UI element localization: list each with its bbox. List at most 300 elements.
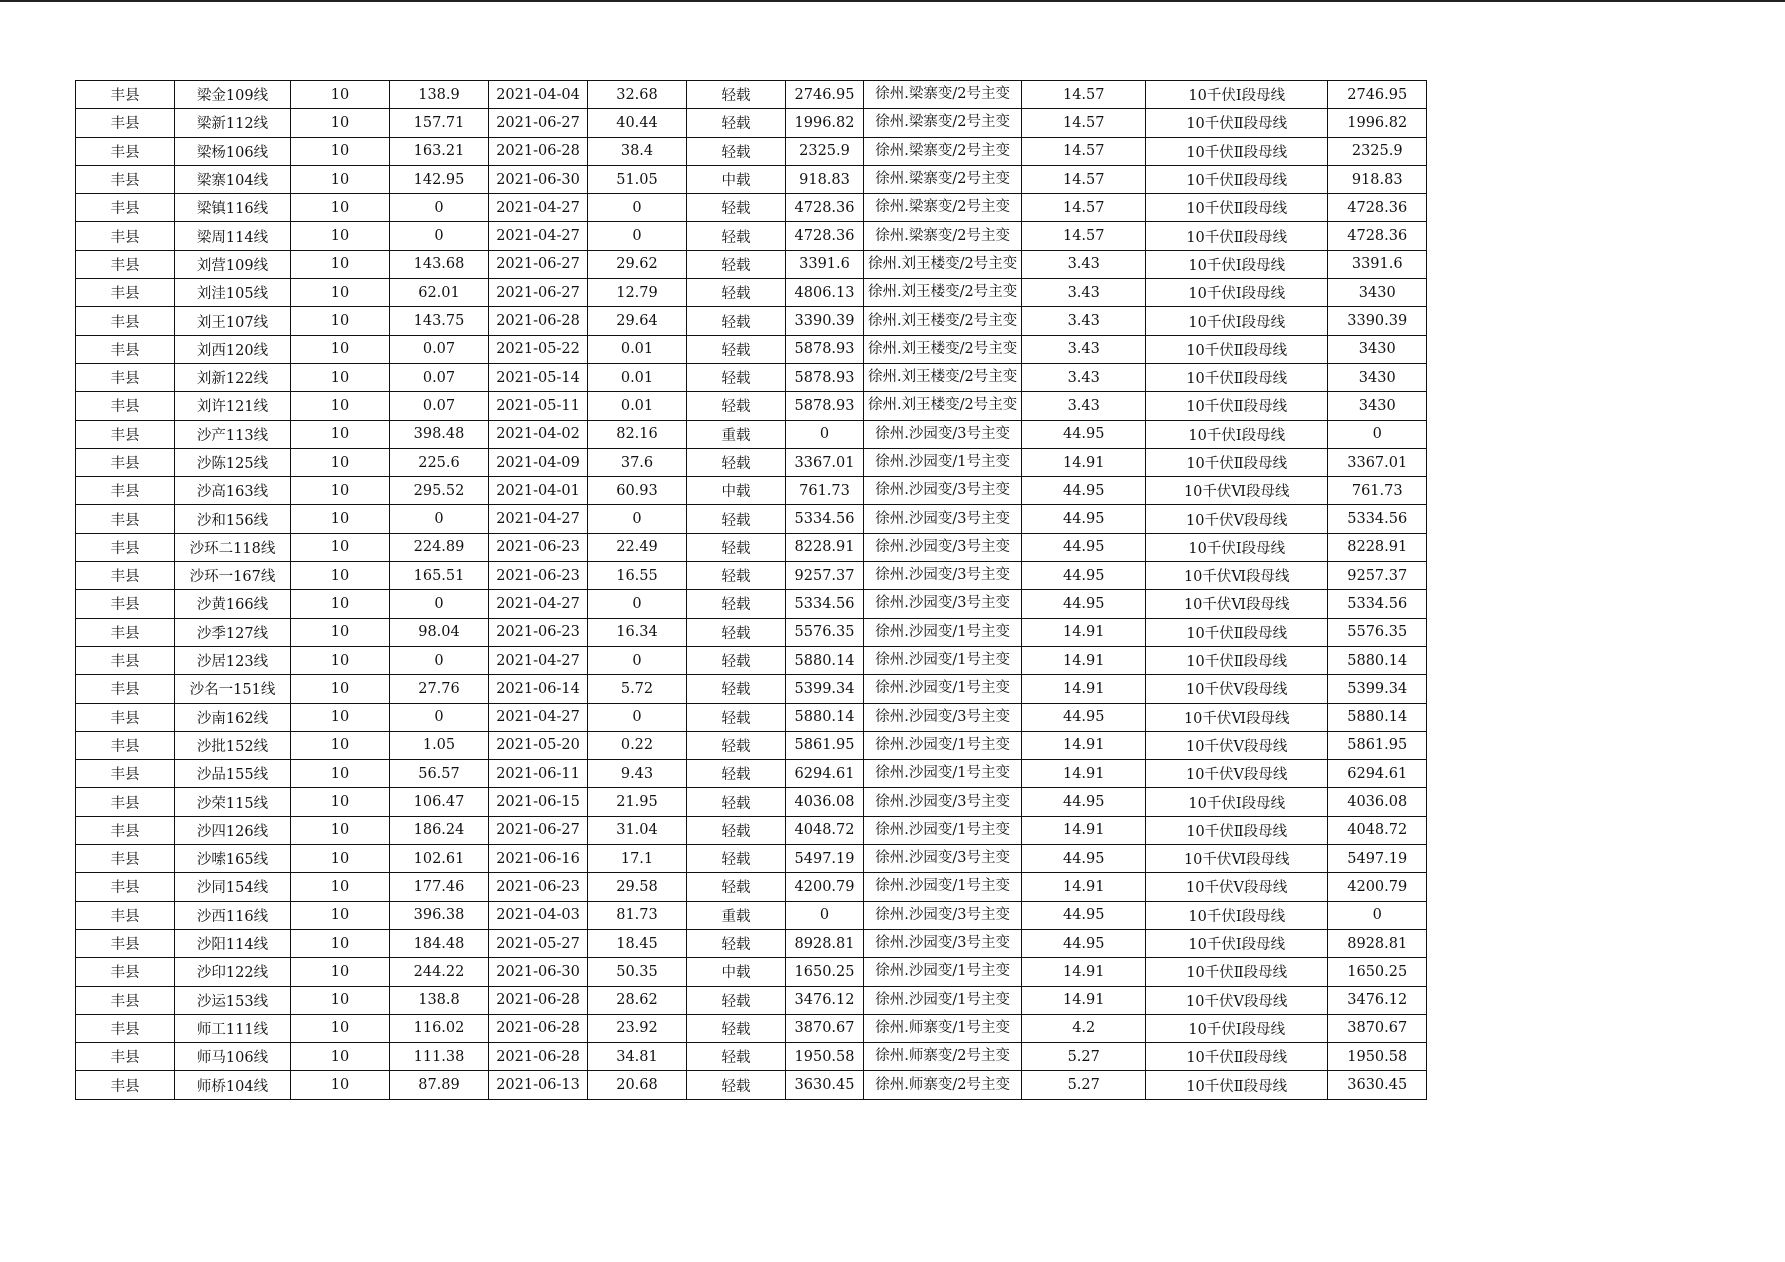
voltage-cell: 10 — [291, 279, 390, 307]
substation-cell — [864, 703, 1022, 731]
load-status-cell: 轻载 — [687, 816, 786, 844]
voltage-cell: 10 — [291, 81, 390, 109]
transformer-rate-cell: 44.95 — [1022, 845, 1146, 873]
current-cell: 163.21 — [390, 137, 489, 165]
substation-text: 徐州.沙园变/1号主变 — [875, 765, 1010, 782]
available-capacity-cell: 5497.19 — [1328, 845, 1427, 873]
line-name-cell: 沙同154线 — [175, 873, 291, 901]
available-capacity-cell: 5334.56 — [1328, 590, 1427, 618]
available-capacity-cell: 3476.12 — [1328, 986, 1427, 1014]
transformer-rate-cell: 3.43 — [1022, 392, 1146, 420]
available-capacity-cell: 2746.95 — [1328, 81, 1427, 109]
date-cell: 2021-04-09 — [489, 448, 588, 476]
county-cell: 丰县 — [76, 675, 175, 703]
transformer-rate-cell: 14.91 — [1022, 448, 1146, 476]
capacity-cell: 5334.56 — [786, 505, 864, 533]
voltage-cell: 10 — [291, 165, 390, 193]
line-name-cell: 沙运153线 — [175, 986, 291, 1014]
bus-section-cell: 10千伏Ⅴ段母线 — [1146, 873, 1328, 901]
available-capacity-cell: 8228.91 — [1328, 533, 1427, 561]
bus-section-cell: 10千伏Ⅰ段母线 — [1146, 250, 1328, 278]
county-cell: 丰县 — [76, 307, 175, 335]
current-cell: 102.61 — [390, 845, 489, 873]
substation-text: 徐州.沙园变/3号主变 — [875, 793, 1010, 810]
substation-text: 徐州.梁寨变/2号主变 — [875, 199, 1010, 216]
voltage-cell: 10 — [291, 986, 390, 1014]
county-cell: 丰县 — [76, 590, 175, 618]
table-row — [76, 1043, 1427, 1071]
county-cell: 丰县 — [76, 1043, 175, 1071]
current-cell: 0.07 — [390, 363, 489, 391]
available-capacity-cell: 5334.56 — [1328, 505, 1427, 533]
load-status-cell: 轻载 — [687, 448, 786, 476]
line-name-cell: 梁新112线 — [175, 109, 291, 137]
available-capacity-cell: 3430 — [1328, 279, 1427, 307]
county-cell: 丰县 — [76, 703, 175, 731]
bus-section-cell: 10千伏Ⅱ段母线 — [1146, 363, 1328, 391]
available-capacity-cell: 8928.81 — [1328, 929, 1427, 957]
line-name-cell: 沙和156线 — [175, 505, 291, 533]
load-rate-cell: 23.92 — [588, 1014, 687, 1042]
bus-section-cell: 10千伏Ⅱ段母线 — [1146, 448, 1328, 476]
date-cell: 2021-06-14 — [489, 675, 588, 703]
date-cell: 2021-05-14 — [489, 363, 588, 391]
transformer-rate-cell: 44.95 — [1022, 562, 1146, 590]
capacity-cell: 2325.9 — [786, 137, 864, 165]
capacity-cell: 1650.25 — [786, 958, 864, 986]
capacity-cell: 1996.82 — [786, 109, 864, 137]
load-rate-cell: 17.1 — [588, 845, 687, 873]
date-cell: 2021-06-23 — [489, 533, 588, 561]
capacity-cell: 3390.39 — [786, 307, 864, 335]
substation-text: 徐州.师寨变/2号主变 — [875, 1048, 1010, 1065]
county-cell: 丰县 — [76, 760, 175, 788]
line-name-cell: 刘西120线 — [175, 335, 291, 363]
available-capacity-cell: 4048.72 — [1328, 816, 1427, 844]
substation-text: 徐州.沙园变/1号主变 — [875, 623, 1010, 640]
load-status-cell: 重载 — [687, 901, 786, 929]
transformer-rate-cell: 3.43 — [1022, 250, 1146, 278]
available-capacity-cell: 3367.01 — [1328, 448, 1427, 476]
load-rate-cell: 32.68 — [588, 81, 687, 109]
voltage-cell: 10 — [291, 901, 390, 929]
transformer-rate-cell: 14.91 — [1022, 873, 1146, 901]
substation-text: 徐州.沙园变/3号主变 — [875, 906, 1010, 923]
transformer-rate-cell: 3.43 — [1022, 307, 1146, 335]
capacity-cell: 5334.56 — [786, 590, 864, 618]
table-row — [76, 81, 1427, 109]
substation-cell — [864, 477, 1022, 505]
substation-cell — [864, 788, 1022, 816]
capacity-cell: 4728.36 — [786, 222, 864, 250]
substation-text: 徐州.梁寨变/2号主变 — [875, 142, 1010, 159]
transformer-rate-cell: 44.95 — [1022, 929, 1146, 957]
capacity-cell: 3391.6 — [786, 250, 864, 278]
table-row — [76, 279, 1427, 307]
voltage-cell: 10 — [291, 307, 390, 335]
county-cell: 丰县 — [76, 788, 175, 816]
current-cell: 0 — [390, 194, 489, 222]
substation-text: 徐州.刘王楼变/2号主变 — [868, 284, 1018, 301]
current-cell: 138.9 — [390, 81, 489, 109]
county-cell: 丰县 — [76, 335, 175, 363]
county-cell: 丰县 — [76, 1014, 175, 1042]
bus-section-cell: 10千伏Ⅰ段母线 — [1146, 929, 1328, 957]
load-status-cell: 轻载 — [687, 873, 786, 901]
date-cell: 2021-05-11 — [489, 392, 588, 420]
date-cell: 2021-06-16 — [489, 845, 588, 873]
current-cell: 0 — [390, 590, 489, 618]
date-cell: 2021-04-27 — [489, 646, 588, 674]
county-cell: 丰县 — [76, 731, 175, 759]
bus-section-cell: 10千伏Ⅴ段母线 — [1146, 760, 1328, 788]
voltage-cell: 10 — [291, 335, 390, 363]
date-cell: 2021-04-27 — [489, 505, 588, 533]
transformer-rate-cell: 14.91 — [1022, 816, 1146, 844]
bus-section-cell: 10千伏Ⅱ段母线 — [1146, 646, 1328, 674]
substation-text: 徐州.师寨变/1号主变 — [875, 1019, 1010, 1036]
transformer-rate-cell: 14.57 — [1022, 109, 1146, 137]
load-status-cell: 轻载 — [687, 307, 786, 335]
table-row — [76, 250, 1427, 278]
available-capacity-cell: 5880.14 — [1328, 703, 1427, 731]
load-status-cell: 轻载 — [687, 137, 786, 165]
line-name-cell: 沙季127线 — [175, 618, 291, 646]
load-rate-cell: 9.43 — [588, 760, 687, 788]
load-rate-cell: 5.72 — [588, 675, 687, 703]
load-rate-cell: 29.64 — [588, 307, 687, 335]
load-status-cell: 轻载 — [687, 590, 786, 618]
available-capacity-cell: 5861.95 — [1328, 731, 1427, 759]
available-capacity-cell: 9257.37 — [1328, 562, 1427, 590]
available-capacity-cell: 5576.35 — [1328, 618, 1427, 646]
substation-text: 徐州.沙园变/1号主变 — [875, 991, 1010, 1008]
voltage-cell: 10 — [291, 646, 390, 674]
voltage-cell: 10 — [291, 1071, 390, 1099]
bus-section-cell: 10千伏Ⅴ段母线 — [1146, 675, 1328, 703]
line-name-cell: 梁镇116线 — [175, 194, 291, 222]
table-row — [76, 845, 1427, 873]
current-cell: 142.95 — [390, 165, 489, 193]
line-name-cell: 梁杨106线 — [175, 137, 291, 165]
table-row — [76, 618, 1427, 646]
current-cell: 186.24 — [390, 816, 489, 844]
load-status-cell: 轻载 — [687, 646, 786, 674]
capacity-cell: 2746.95 — [786, 81, 864, 109]
substation-text: 徐州.梁寨变/2号主变 — [875, 86, 1010, 103]
current-cell: 396.38 — [390, 901, 489, 929]
load-rate-cell: 29.58 — [588, 873, 687, 901]
voltage-cell: 10 — [291, 562, 390, 590]
substation-cell — [864, 279, 1022, 307]
transformer-rate-cell: 5.27 — [1022, 1043, 1146, 1071]
table-row — [76, 420, 1427, 448]
county-cell: 丰县 — [76, 137, 175, 165]
capacity-cell: 4806.13 — [786, 279, 864, 307]
load-status-cell: 轻载 — [687, 250, 786, 278]
line-name-cell: 梁金109线 — [175, 81, 291, 109]
table-row — [76, 533, 1427, 561]
load-rate-cell: 40.44 — [588, 109, 687, 137]
line-name-cell: 沙嗦165线 — [175, 845, 291, 873]
county-cell: 丰县 — [76, 250, 175, 278]
substation-cell — [864, 335, 1022, 363]
available-capacity-cell: 761.73 — [1328, 477, 1427, 505]
bus-section-cell: 10千伏Ⅱ段母线 — [1146, 958, 1328, 986]
substation-text: 徐州.沙园变/3号主变 — [875, 708, 1010, 725]
line-name-cell: 梁寨104线 — [175, 165, 291, 193]
transformer-rate-cell: 14.91 — [1022, 731, 1146, 759]
line-name-cell: 师工111线 — [175, 1014, 291, 1042]
line-name-cell: 刘许121线 — [175, 392, 291, 420]
bus-section-cell: 10千伏Ⅱ段母线 — [1146, 137, 1328, 165]
current-cell: 0 — [390, 703, 489, 731]
county-cell: 丰县 — [76, 816, 175, 844]
bus-section-cell: 10千伏Ⅰ段母线 — [1146, 279, 1328, 307]
bus-section-cell: 10千伏Ⅱ段母线 — [1146, 335, 1328, 363]
substation-cell — [864, 618, 1022, 646]
substation-cell — [864, 1014, 1022, 1042]
bus-section-cell: 10千伏Ⅵ段母线 — [1146, 562, 1328, 590]
load-rate-cell: 28.62 — [588, 986, 687, 1014]
capacity-cell: 918.83 — [786, 165, 864, 193]
available-capacity-cell: 4728.36 — [1328, 222, 1427, 250]
bus-section-cell: 10千伏Ⅵ段母线 — [1146, 845, 1328, 873]
bus-section-cell: 10千伏Ⅱ段母线 — [1146, 816, 1328, 844]
load-rate-cell: 50.35 — [588, 958, 687, 986]
substation-cell — [864, 363, 1022, 391]
date-cell: 2021-06-30 — [489, 165, 588, 193]
substation-cell — [864, 731, 1022, 759]
load-rate-cell: 22.49 — [588, 533, 687, 561]
substation-cell — [864, 165, 1022, 193]
voltage-cell: 10 — [291, 533, 390, 561]
load-rate-cell: 0 — [588, 703, 687, 731]
date-cell: 2021-06-28 — [489, 1014, 588, 1042]
feeder-load-table — [75, 80, 1427, 1100]
bus-section-cell: 10千伏Ⅱ段母线 — [1146, 1043, 1328, 1071]
voltage-cell: 10 — [291, 392, 390, 420]
voltage-cell: 10 — [291, 731, 390, 759]
substation-cell — [864, 675, 1022, 703]
bus-section-cell: 10千伏Ⅱ段母线 — [1146, 392, 1328, 420]
available-capacity-cell: 3430 — [1328, 335, 1427, 363]
date-cell: 2021-06-23 — [489, 618, 588, 646]
line-name-cell: 沙阳114线 — [175, 929, 291, 957]
load-rate-cell: 18.45 — [588, 929, 687, 957]
county-cell: 丰县 — [76, 194, 175, 222]
available-capacity-cell: 3430 — [1328, 392, 1427, 420]
current-cell: 165.51 — [390, 562, 489, 590]
current-cell: 56.57 — [390, 760, 489, 788]
load-status-cell: 重载 — [687, 420, 786, 448]
voltage-cell: 10 — [291, 958, 390, 986]
capacity-cell: 3476.12 — [786, 986, 864, 1014]
capacity-cell: 9257.37 — [786, 562, 864, 590]
bus-section-cell: 10千伏Ⅴ段母线 — [1146, 505, 1328, 533]
county-cell: 丰县 — [76, 279, 175, 307]
load-status-cell: 轻载 — [687, 533, 786, 561]
load-rate-cell: 0 — [588, 222, 687, 250]
table-row — [76, 307, 1427, 335]
transformer-rate-cell: 14.91 — [1022, 760, 1146, 788]
county-cell: 丰县 — [76, 901, 175, 929]
capacity-cell: 5497.19 — [786, 845, 864, 873]
available-capacity-cell: 5399.34 — [1328, 675, 1427, 703]
substation-cell — [864, 760, 1022, 788]
date-cell: 2021-06-11 — [489, 760, 588, 788]
table-row — [76, 873, 1427, 901]
date-cell: 2021-04-27 — [489, 703, 588, 731]
current-cell: 177.46 — [390, 873, 489, 901]
date-cell: 2021-04-27 — [489, 222, 588, 250]
load-rate-cell: 21.95 — [588, 788, 687, 816]
transformer-rate-cell: 44.95 — [1022, 420, 1146, 448]
bus-section-cell: 10千伏Ⅴ段母线 — [1146, 986, 1328, 1014]
date-cell: 2021-06-27 — [489, 250, 588, 278]
date-cell: 2021-04-03 — [489, 901, 588, 929]
load-status-cell: 轻载 — [687, 929, 786, 957]
substation-text: 徐州.刘王楼变/2号主变 — [868, 255, 1018, 272]
current-cell: 138.8 — [390, 986, 489, 1014]
substation-cell — [864, 845, 1022, 873]
capacity-cell: 4728.36 — [786, 194, 864, 222]
substation-text: 徐州.沙园变/3号主变 — [875, 850, 1010, 867]
capacity-cell: 6294.61 — [786, 760, 864, 788]
substation-cell — [864, 137, 1022, 165]
load-status-cell: 轻载 — [687, 1071, 786, 1099]
load-rate-cell: 0.01 — [588, 392, 687, 420]
date-cell: 2021-06-28 — [489, 1043, 588, 1071]
date-cell: 2021-04-02 — [489, 420, 588, 448]
table-row — [76, 816, 1427, 844]
county-cell: 丰县 — [76, 958, 175, 986]
load-status-cell: 轻载 — [687, 1014, 786, 1042]
load-rate-cell: 12.79 — [588, 279, 687, 307]
substation-text: 徐州.沙园变/3号主变 — [875, 595, 1010, 612]
bus-section-cell: 10千伏Ⅰ段母线 — [1146, 81, 1328, 109]
date-cell: 2021-06-30 — [489, 958, 588, 986]
current-cell: 1.05 — [390, 731, 489, 759]
transformer-rate-cell: 3.43 — [1022, 363, 1146, 391]
capacity-cell: 5878.93 — [786, 392, 864, 420]
county-cell: 丰县 — [76, 986, 175, 1014]
load-rate-cell: 20.68 — [588, 1071, 687, 1099]
substation-text: 徐州.沙园变/1号主变 — [875, 680, 1010, 697]
date-cell: 2021-06-28 — [489, 137, 588, 165]
table-row — [76, 760, 1427, 788]
load-rate-cell: 16.34 — [588, 618, 687, 646]
line-name-cell: 沙印122线 — [175, 958, 291, 986]
line-name-cell: 沙四126线 — [175, 816, 291, 844]
county-cell: 丰县 — [76, 533, 175, 561]
bus-section-cell: 10千伏Ⅱ段母线 — [1146, 194, 1328, 222]
substation-text: 徐州.沙园变/1号主变 — [875, 454, 1010, 470]
bus-section-cell: 10千伏Ⅵ段母线 — [1146, 703, 1328, 731]
transformer-rate-cell: 14.91 — [1022, 618, 1146, 646]
line-name-cell: 梁周114线 — [175, 222, 291, 250]
substation-cell — [864, 1071, 1022, 1099]
table-row — [76, 335, 1427, 363]
line-name-cell: 沙产113线 — [175, 420, 291, 448]
substation-text: 徐州.沙园变/3号主变 — [875, 425, 1010, 442]
line-name-cell: 刘洼105线 — [175, 279, 291, 307]
date-cell: 2021-06-27 — [489, 279, 588, 307]
transformer-rate-cell: 44.95 — [1022, 590, 1146, 618]
voltage-cell: 10 — [291, 194, 390, 222]
bus-section-cell: 10千伏Ⅱ段母线 — [1146, 222, 1328, 250]
transformer-rate-cell: 3.43 — [1022, 335, 1146, 363]
current-cell: 398.48 — [390, 420, 489, 448]
substation-text: 徐州.沙园变/1号主变 — [875, 736, 1010, 753]
line-name-cell: 沙居123线 — [175, 646, 291, 674]
substation-cell — [864, 307, 1022, 335]
substation-text: 徐州.刘王楼变/2号主变 — [868, 369, 1018, 386]
line-name-cell: 沙环二118线 — [175, 533, 291, 561]
capacity-cell: 5880.14 — [786, 703, 864, 731]
load-status-cell: 轻载 — [687, 788, 786, 816]
table-row — [76, 958, 1427, 986]
table-row — [76, 788, 1427, 816]
voltage-cell: 10 — [291, 505, 390, 533]
load-status-cell: 中载 — [687, 958, 786, 986]
capacity-cell: 4200.79 — [786, 873, 864, 901]
county-cell: 丰县 — [76, 165, 175, 193]
line-name-cell: 沙名一151线 — [175, 675, 291, 703]
voltage-cell: 10 — [291, 618, 390, 646]
substation-text: 徐州.梁寨变/2号主变 — [875, 114, 1010, 131]
load-rate-cell: 16.55 — [588, 562, 687, 590]
voltage-cell: 10 — [291, 448, 390, 476]
transformer-rate-cell: 14.57 — [1022, 165, 1146, 193]
substation-text: 徐州.梁寨变/2号主变 — [875, 227, 1010, 244]
load-rate-cell: 81.73 — [588, 901, 687, 929]
load-status-cell: 轻载 — [687, 618, 786, 646]
transformer-rate-cell: 14.91 — [1022, 958, 1146, 986]
load-rate-cell: 29.62 — [588, 250, 687, 278]
voltage-cell: 10 — [291, 420, 390, 448]
capacity-cell: 4036.08 — [786, 788, 864, 816]
date-cell: 2021-06-13 — [489, 1071, 588, 1099]
current-cell: 111.38 — [390, 1043, 489, 1071]
line-name-cell: 沙批152线 — [175, 731, 291, 759]
substation-cell — [864, 646, 1022, 674]
table-row — [76, 194, 1427, 222]
county-cell: 丰县 — [76, 1071, 175, 1099]
capacity-cell: 5878.93 — [786, 335, 864, 363]
current-cell: 224.89 — [390, 533, 489, 561]
voltage-cell: 10 — [291, 873, 390, 901]
transformer-rate-cell: 14.91 — [1022, 646, 1146, 674]
current-cell: 143.68 — [390, 250, 489, 278]
substation-text: 徐州.沙园变/3号主变 — [875, 482, 1010, 499]
county-cell: 丰县 — [76, 420, 175, 448]
current-cell: 27.76 — [390, 675, 489, 703]
transformer-rate-cell: 3.43 — [1022, 279, 1146, 307]
load-status-cell: 轻载 — [687, 703, 786, 731]
county-cell: 丰县 — [76, 505, 175, 533]
available-capacity-cell: 3390.39 — [1328, 307, 1427, 335]
current-cell: 98.04 — [390, 618, 489, 646]
substation-cell — [864, 562, 1022, 590]
date-cell: 2021-06-27 — [489, 109, 588, 137]
transformer-rate-cell: 14.57 — [1022, 194, 1146, 222]
load-rate-cell: 38.4 — [588, 137, 687, 165]
date-cell: 2021-04-27 — [489, 194, 588, 222]
available-capacity-cell: 0 — [1328, 420, 1427, 448]
line-name-cell: 沙荣115线 — [175, 788, 291, 816]
substation-text: 徐州.刘王楼变/2号主变 — [868, 312, 1018, 329]
